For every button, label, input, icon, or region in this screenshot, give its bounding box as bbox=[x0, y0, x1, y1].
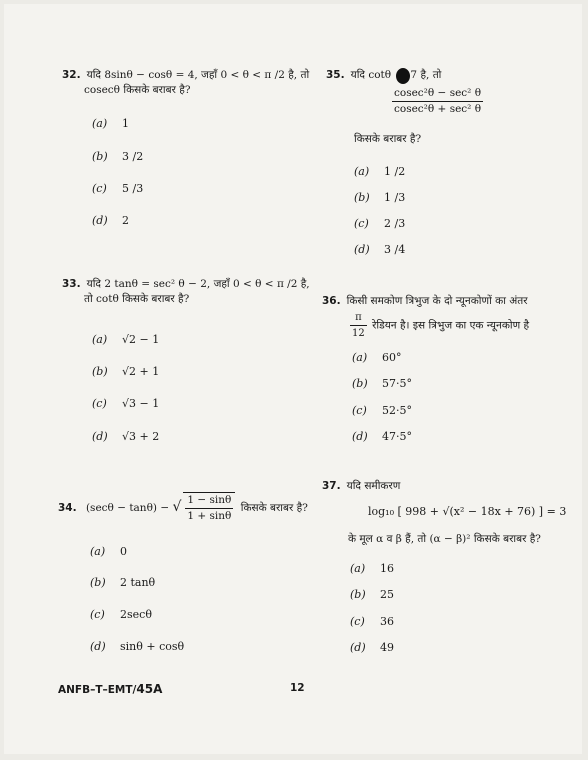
question-text-line2: cosecθ किसके बराबर है? bbox=[84, 84, 191, 96]
option-b[interactable]: (b) 3 /2 bbox=[92, 150, 144, 163]
option-a[interactable]: (a) 60° bbox=[352, 351, 402, 364]
option-b[interactable]: (b) 1 /3 bbox=[354, 191, 406, 204]
question-number: 32. bbox=[62, 69, 81, 81]
question-number: 36. bbox=[322, 295, 341, 307]
question-text-line1: यदि 8sinθ − cosθ = 4, जहाँ 0 < θ < π /2 है, तो bbox=[86, 69, 310, 81]
option-c[interactable]: (c) 52·5° bbox=[352, 404, 412, 417]
question-32 bbox=[62, 68, 312, 98]
option-d[interactable]: (d) √3 + 2 bbox=[92, 430, 160, 443]
option-a[interactable]: (a) 1 bbox=[92, 117, 129, 130]
option-d[interactable]: (d) 47·5° bbox=[352, 430, 412, 443]
option-c[interactable]: (c) 36 bbox=[350, 615, 394, 628]
question-number: 34. bbox=[58, 502, 77, 514]
question-text-line1a: यदि cotθ bbox=[350, 69, 392, 81]
question-35 bbox=[326, 68, 566, 83]
question-text-line1: किसी समकोण त्रिभुज के दो न्यूनकोणों का अंतर bbox=[346, 295, 528, 307]
equation: log₁₀ [ 998 + √(x² − 18x + 76) ] = 3 bbox=[368, 505, 567, 518]
radical-fraction: $\frac{1 - \sin\theta}{1 + \sin\theta}$ bbox=[183, 492, 235, 524]
question-number: 33. bbox=[62, 278, 81, 290]
option-d[interactable]: (d) 49 bbox=[350, 641, 394, 654]
option-c[interactable]: (c) √3 − 1 bbox=[92, 397, 160, 410]
question-number: 37. bbox=[322, 480, 341, 492]
question-text-line3: के मूल α व β हैं, तो (α − β)² किसके बराबर है? bbox=[348, 533, 541, 545]
paper-code: ANFB–T–EMT/45A bbox=[58, 682, 163, 696]
question-text-line3: किसके बराबर है? bbox=[354, 133, 422, 145]
question-34 bbox=[58, 492, 328, 524]
option-c[interactable]: (c) 2 /3 bbox=[354, 217, 406, 230]
option-b[interactable]: (b) √2 + 1 bbox=[92, 365, 160, 378]
option-a[interactable]: (a) 0 bbox=[90, 545, 127, 558]
option-b[interactable]: (b) 2 tanθ bbox=[90, 576, 156, 589]
option-a[interactable]: (a) √2 − 1 bbox=[92, 333, 160, 346]
option-b[interactable]: (b) 57·5° bbox=[352, 377, 412, 390]
question-number: 35. bbox=[326, 69, 345, 81]
option-a[interactable]: (a) 1 /2 bbox=[354, 165, 406, 178]
option-d[interactable]: (d) sinθ + cosθ bbox=[90, 640, 185, 653]
ink-blot bbox=[396, 68, 410, 84]
question-text-line1b: 7 है, तो bbox=[410, 69, 442, 81]
question-text-line1: यदि समीकरण bbox=[346, 480, 401, 492]
option-d[interactable]: (d) 2 bbox=[92, 214, 129, 227]
option-a[interactable]: (a) 16 bbox=[350, 562, 394, 575]
fraction: $\frac{\text{cosec²θ − sec² θ}}{\text{cosec²θ + sec² θ}}$ bbox=[394, 87, 482, 115]
sqrt-sign: √ bbox=[172, 499, 182, 515]
question-text-line1: यदि 2 tanθ = sec² θ − 2, जहाँ 0 < θ < π /2 है, bbox=[86, 278, 310, 290]
exam-page bbox=[4, 4, 582, 754]
question-text-line2: तो cotθ किसके बराबर है? bbox=[84, 293, 190, 305]
question-text-lead: (secθ − tanθ) − bbox=[85, 502, 170, 514]
option-c[interactable]: (c) 5 /3 bbox=[92, 182, 144, 195]
option-b[interactable]: (b) 25 bbox=[350, 588, 394, 601]
question-36 bbox=[322, 294, 572, 309]
option-d[interactable]: (d) 3 /4 bbox=[354, 243, 406, 256]
page-number: 12 bbox=[290, 682, 305, 694]
question-33 bbox=[62, 277, 322, 307]
question-36-line2: $\frac{\pi}{12}$ रेडियन है। इस त्रिभुज का एक न्यूनकोण है bbox=[352, 312, 530, 339]
question-37 bbox=[322, 479, 400, 494]
question-text-tail: किसके बराबर है? bbox=[240, 502, 308, 514]
option-c[interactable]: (c) 2secθ bbox=[90, 608, 152, 621]
